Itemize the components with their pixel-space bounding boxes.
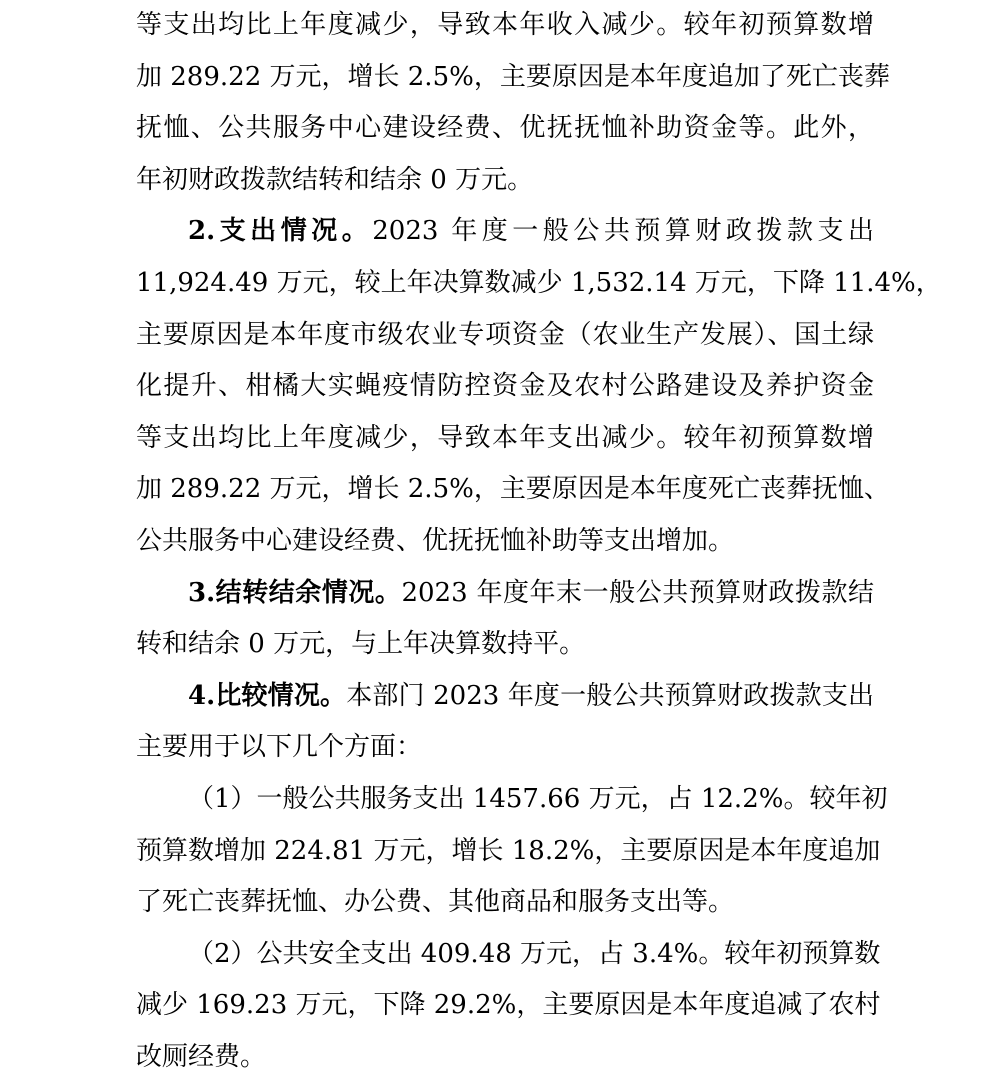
section-2-first-line: [136, 206, 874, 258]
text-line-7: 主要原因是本年度市级农业专项资金（农业生产发展）、国土绿: [136, 319, 874, 350]
section-3-first-line: [136, 568, 874, 620]
text-line-4: 年初财政拨款结转和结余 0 万元。: [136, 164, 534, 195]
text-line-22: 减少 169.23 万元，下降 29.2%，主要原因是本年度追减了农村: [136, 990, 881, 1021]
text-line-10: 加 289.22 万元，增长 2.5%，主要原因是本年度死亡丧葬抚恤、: [136, 474, 890, 505]
item-2-first-line: （2）公共安全支出 409.48 万元，占 3.4%。较年初预算数: [188, 938, 881, 969]
text-line-14: 转和结余 0 万元，与上年决算数持平。: [136, 629, 586, 660]
text-line-2: 加 289.22 万元，增长 2.5%，主要原因是本年度追加了死亡丧葬: [136, 61, 890, 92]
section-2-heading: 2.支出情况。: [188, 216, 373, 247]
item-1-first-line: （1）一般公共服务支出 1457.66 万元，占 12.2%。较年初: [188, 783, 888, 814]
text-line-1: 等支出均比上年度减少，导致本年收入减少。较年初预算数增: [136, 10, 874, 40]
section-2-text: 2023 年度一般公共预算财政拨款支出: [372, 216, 874, 247]
text-line-19: 预算数增加 224.81 万元，增长 18.2%，主要原因是本年度追加: [136, 835, 881, 866]
section-4-heading: 4.比较情况。: [188, 680, 347, 711]
section-3-heading: 3.结转结余情况。: [188, 577, 402, 608]
section-4-text: 本部门 2023 年度一般公共预算财政拨款支出: [346, 680, 874, 711]
section-3-text: 2023 年度年末一般公共预算财政拨款结: [401, 577, 874, 608]
text-line-9: 等支出均比上年度减少，导致本年支出减少。较年初预算数增: [136, 422, 874, 453]
text-line-3: 抚恤、公共服务中心建设经费、优抚抚恤补助资金等。此外，: [136, 113, 874, 144]
text-line-11: 公共服务中心建设经费、优抚抚恤补助等支出增加。: [136, 525, 735, 556]
text-line-6: 11,924.49 万元，较上年决算数减少 1,532.14 万元，下降 11.4%，: [136, 267, 942, 298]
document-body: [136, 0, 942, 1083]
text-line-23: 改厕经费。: [136, 1041, 267, 1072]
section-4-first-line: [136, 671, 874, 723]
text-line-20: 了死亡丧葬抚恤、办公费、其他商品和服务支出等。: [136, 887, 735, 918]
text-line-8: 化提升、柑橘大实蝇疫情防控资金及农村公路建设及养护资金: [136, 371, 874, 402]
text-line-17: 主要用于以下几个方面：: [136, 732, 423, 763]
